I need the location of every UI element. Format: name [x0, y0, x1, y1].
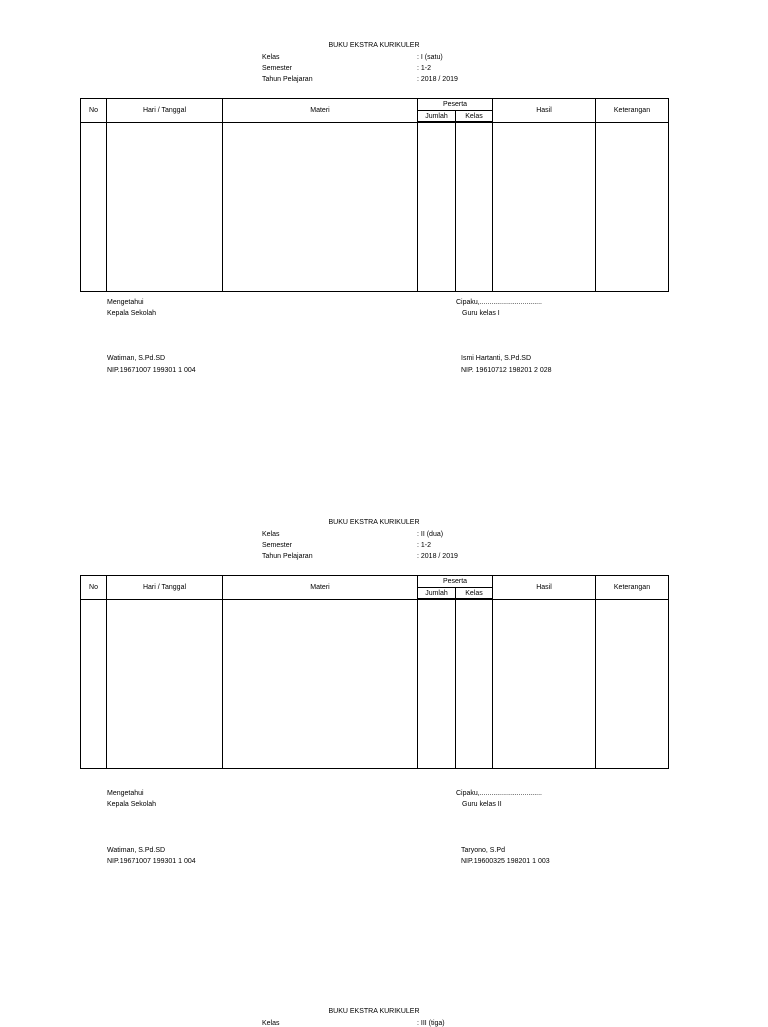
- header-hari-tanggal: Hari / Tanggal: [107, 576, 223, 600]
- cell-no: [81, 122, 107, 292]
- cell-hari-tanggal: [107, 599, 223, 769]
- teacher-name: Ismi Hartanti, S.Pd.SD: [461, 355, 532, 362]
- kelas-label: Kelas: [262, 1020, 280, 1027]
- place-date-text: Cipaku,................................: [456, 790, 542, 797]
- teacher-name: Taryono, S.Pd: [461, 847, 505, 854]
- cell-no: [81, 599, 107, 769]
- cell-keterangan: [596, 599, 669, 769]
- form-title: BUKU EKSTRA KURIKULER: [328, 42, 420, 49]
- cell-hasil: [493, 122, 596, 292]
- cell-kelas: [456, 122, 493, 292]
- header-keterangan: Keterangan: [596, 99, 669, 123]
- header-materi: Materi: [223, 99, 418, 123]
- semester-value: : 1-2: [417, 65, 432, 72]
- headmaster-name: Watiman, S.Pd.SD: [107, 847, 166, 854]
- tahun-pelajaran-value: : 2018 / 2019: [417, 76, 458, 83]
- kepala-sekolah-text: Kepala Sekolah: [107, 310, 157, 317]
- tahun-pelajaran-value: : 2018 / 2019: [417, 553, 458, 560]
- header-peserta: Peserta: [418, 576, 493, 588]
- header-hasil: Hasil: [493, 99, 596, 123]
- kelas-value: : II (dua): [417, 531, 444, 538]
- mengetahui-text: Mengetahui: [107, 790, 144, 797]
- header-hasil: Hasil: [493, 576, 596, 600]
- guru-kelas-text: Guru kelas II: [462, 801, 502, 808]
- cell-hari-tanggal: [107, 122, 223, 292]
- kelas-value: : I (satu): [417, 54, 443, 61]
- table-row: [81, 599, 669, 769]
- header-materi: Materi: [223, 576, 418, 600]
- teacher-nip: NIP.19600325 198201 1 003: [461, 858, 550, 865]
- place-date-text: Cipaku,................................: [456, 299, 542, 306]
- kepala-sekolah-text: Kepala Sekolah: [107, 801, 157, 808]
- cell-kelas: [456, 599, 493, 769]
- cell-materi: [223, 599, 418, 769]
- semester-value: : 1-2: [417, 542, 432, 549]
- tahun-pelajaran-label: Tahun Pelajaran: [262, 76, 313, 83]
- header-no: No: [81, 576, 107, 600]
- kelas-label: Kelas: [262, 54, 280, 61]
- form-title: BUKU EKSTRA KURIKULER: [328, 519, 420, 526]
- activity-table: [80, 98, 669, 292]
- header-jumlah: Jumlah: [418, 111, 456, 123]
- tahun-pelajaran-label: Tahun Pelajaran: [262, 553, 313, 560]
- header-hari-tanggal: Hari / Tanggal: [107, 99, 223, 123]
- headmaster-nip: NIP.19671007 199301 1 004: [107, 367, 196, 374]
- header-kelas: Kelas: [456, 588, 493, 600]
- guru-kelas-text: Guru kelas I: [462, 310, 500, 317]
- header-peserta: Peserta: [418, 99, 493, 111]
- activity-table: [80, 575, 669, 769]
- kelas-value: : III (tiga): [417, 1020, 445, 1027]
- mengetahui-text: Mengetahui: [107, 299, 144, 306]
- kelas-label: Kelas: [262, 531, 280, 538]
- semester-label: Semester: [262, 65, 292, 72]
- cell-jumlah: [418, 122, 456, 292]
- cell-keterangan: [596, 122, 669, 292]
- cell-jumlah: [418, 599, 456, 769]
- headmaster-nip: NIP.19671007 199301 1 004: [107, 858, 196, 865]
- header-keterangan: Keterangan: [596, 576, 669, 600]
- semester-label: Semester: [262, 542, 292, 549]
- headmaster-name: Watiman, S.Pd.SD: [107, 355, 166, 362]
- teacher-nip: NIP. 19610712 198201 2 028: [461, 367, 552, 374]
- header-jumlah: Jumlah: [418, 588, 456, 600]
- cell-hasil: [493, 599, 596, 769]
- table-row: [81, 122, 669, 292]
- header-kelas: Kelas: [456, 111, 493, 123]
- form-title: BUKU EKSTRA KURIKULER: [328, 1008, 420, 1015]
- cell-materi: [223, 122, 418, 292]
- header-no: No: [81, 99, 107, 123]
